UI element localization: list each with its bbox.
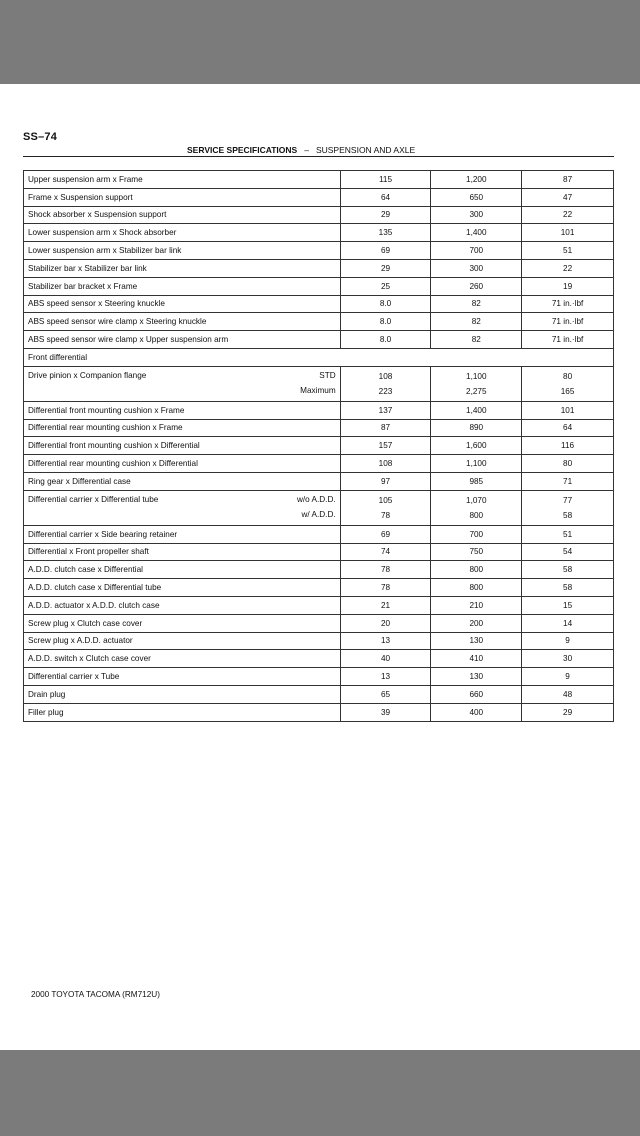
part-name-cell: Differential x Front propeller shaft [24,543,341,561]
header-subsection: SUSPENSION AND AXLE [315,145,416,155]
value: 1,100 [466,371,487,381]
header-rule [23,156,614,157]
page-code: SS–74 [23,131,58,143]
torque-kgfcm-cell: 200 [431,614,522,632]
torque-nm-cell: 69 [340,525,431,543]
torque-nm-cell: 135 [340,224,431,242]
table-row [24,579,614,597]
torque-nm-cell: 78 [340,579,431,597]
table-row [24,525,614,543]
table-row-multi [24,366,614,401]
table-row [24,313,614,331]
torque-nm-cell: 8.0 [340,313,431,331]
torque-ftlbf-cell: 48 [522,685,614,703]
torque-ftlbf-cell: 71 in.·lbf [522,331,614,349]
torque-ftlbf-cell: 58 [522,579,614,597]
torque-ftlbf-cell: 14 [522,614,614,632]
part-name-cell [24,490,341,525]
torque-kgfcm-cell: 750 [431,543,522,561]
torque-ftlbf-cell: 51 [522,525,614,543]
table-row [24,437,614,455]
torque-nm-cell: 13 [340,668,431,686]
torque-nm-cell: 40 [340,650,431,668]
table-row [24,632,614,650]
torque-ftlbf-cell: 30 [522,650,614,668]
section-title: Front differential [24,348,614,366]
torque-kgfcm-cell: 1,100 [431,455,522,473]
torque-kgfcm-cell: 82 [431,313,522,331]
torque-ftlbf-cell: 116 [522,437,614,455]
torque-ftlbf-cell: 47 [522,188,614,206]
torque-kgfcm-cell: 700 [431,242,522,260]
torque-ftlbf-cell: 87 [522,171,614,189]
torque-ftlbf-cell: 29 [522,703,614,721]
part-name: Differential carrier x Differential tube [28,494,159,504]
table-row [24,561,614,579]
torque-ftlbf-cell: 22 [522,206,614,224]
part-name-cell: A.D.D. switch x Clutch case cover [24,650,341,668]
torque-nm-cell: 78 [340,561,431,579]
part-name-cell: Shock absorber x Suspension support [24,206,341,224]
torque-kgfcm-cell [431,490,522,525]
table-row [24,703,614,721]
torque-kgfcm-cell: 700 [431,525,522,543]
torque-nm-cell: 108 [340,455,431,473]
table-row [24,171,614,189]
torque-nm-cell: 87 [340,419,431,437]
torque-kgfcm-cell: 82 [431,331,522,349]
torque-nm-cell: 21 [340,596,431,614]
part-name-cell: Screw plug x Clutch case cover [24,614,341,632]
condition-label: w/ A.D.D. [301,509,336,519]
torque-nm-cell: 20 [340,614,431,632]
table-row [24,188,614,206]
header-section: SERVICE SPECIFICATIONS [187,145,298,155]
torque-kgfcm-cell: 400 [431,703,522,721]
torque-ftlbf-cell: 22 [522,259,614,277]
torque-ftlbf-cell: 101 [522,401,614,419]
torque-ftlbf-cell: 101 [522,224,614,242]
torque-ftlbf-cell: 71 in.·lbf [522,295,614,313]
torque-ftlbf-cell: 71 [522,472,614,490]
part-name-cell: Ring gear x Differential case [24,472,341,490]
torque-kgfcm-cell: 800 [431,579,522,597]
part-name-cell: ABS speed sensor x Steering knuckle [24,295,341,313]
torque-nm-cell: 65 [340,685,431,703]
value: 108 [378,371,393,381]
table-row-multi [24,490,614,525]
table-row [24,472,614,490]
torque-kgfcm-cell: 300 [431,206,522,224]
torque-ftlbf-cell: 9 [522,668,614,686]
condition-label: w/o A.D.D. [296,494,336,504]
part-name-cell: ABS speed sensor wire clamp x Upper suspension arm [24,331,341,349]
torque-ftlbf-cell: 9 [522,632,614,650]
table-row [24,614,614,632]
table-row [24,668,614,686]
value: 105 [378,495,393,505]
condition-label: Maximum [300,385,336,395]
part-name-cell: A.D.D. clutch case x Differential tube [24,579,341,597]
torque-ftlbf-cell: 15 [522,596,614,614]
torque-kgfcm-cell: 300 [431,259,522,277]
page-header [187,145,415,155]
torque-kgfcm-cell: 130 [431,668,522,686]
table-row [24,277,614,295]
value: 77 [563,495,573,505]
section-row [24,348,614,366]
part-name-cell: Upper suspension arm x Frame [24,171,341,189]
part-name-cell: Stabilizer bar x Stabilizer bar link [24,259,341,277]
top-gray-band [0,0,640,84]
part-name-cell: ABS speed sensor wire clamp x Steering knuckle [24,313,341,331]
torque-kgfcm-cell: 1,400 [431,401,522,419]
part-name-cell: Differential rear mounting cushion x Differential [24,455,341,473]
torque-kgfcm-cell: 260 [431,277,522,295]
torque-kgfcm-cell: 800 [431,561,522,579]
torque-nm-cell: 29 [340,259,431,277]
torque-kgfcm-cell: 890 [431,419,522,437]
torque-nm-cell: 29 [340,206,431,224]
torque-spec-table [23,170,614,722]
torque-ftlbf-cell: 64 [522,419,614,437]
part-name-cell: Differential carrier x Tube [24,668,341,686]
torque-ftlbf-cell: 19 [522,277,614,295]
torque-nm-cell: 64 [340,188,431,206]
torque-nm-cell: 8.0 [340,331,431,349]
torque-nm-cell: 39 [340,703,431,721]
table-row [24,685,614,703]
value: 1,070 [466,495,487,505]
torque-ftlbf-cell: 54 [522,543,614,561]
torque-nm-cell: 13 [340,632,431,650]
part-name-cell: Lower suspension arm x Shock absorber [24,224,341,242]
page-footer: 2000 TOYOTA TACOMA (RM712U) [31,990,160,999]
torque-ftlbf-cell: 71 in.·lbf [522,313,614,331]
torque-kgfcm-cell: 985 [431,472,522,490]
part-name-cell: Frame x Suspension support [24,188,341,206]
torque-ftlbf-cell: 51 [522,242,614,260]
part-name-cell: Screw plug x A.D.D. actuator [24,632,341,650]
part-name-cell: A.D.D. actuator x A.D.D. clutch case [24,596,341,614]
torque-nm-cell: 157 [340,437,431,455]
table-row [24,259,614,277]
value: 80 [563,371,573,381]
torque-nm-cell: 97 [340,472,431,490]
value: 2,275 [466,386,487,396]
table-row [24,596,614,614]
torque-kgfcm-cell: 82 [431,295,522,313]
torque-nm-cell: 8.0 [340,295,431,313]
part-name-cell: Filler plug [24,703,341,721]
torque-nm-cell: 25 [340,277,431,295]
condition-label: STD [319,370,336,380]
part-name-cell: Differential front mounting cushion x Differential [24,437,341,455]
torque-kgfcm-cell: 1,200 [431,171,522,189]
torque-kgfcm-cell [431,366,522,401]
torque-kgfcm-cell: 650 [431,188,522,206]
part-name: Drive pinion x Companion flange [28,370,147,380]
table-row [24,455,614,473]
document-page [0,84,640,1050]
part-name-cell: Differential rear mounting cushion x Frame [24,419,341,437]
table-row [24,650,614,668]
torque-kgfcm-cell: 130 [431,632,522,650]
table-row [24,331,614,349]
part-name-cell [24,366,341,401]
torque-kgfcm-cell: 660 [431,685,522,703]
torque-kgfcm-cell: 1,400 [431,224,522,242]
header-dash: – [304,145,309,155]
part-name-cell: A.D.D. clutch case x Differential [24,561,341,579]
value: 58 [563,510,573,520]
torque-kgfcm-cell: 210 [431,596,522,614]
part-name-cell: Differential carrier x Side bearing retainer [24,525,341,543]
value: 800 [469,510,484,520]
table-row [24,419,614,437]
torque-ftlbf-cell: 58 [522,561,614,579]
table-row [24,242,614,260]
torque-ftlbf-cell [522,366,614,401]
part-name-cell: Stabilizer bar bracket x Frame [24,277,341,295]
torque-kgfcm-cell: 1,600 [431,437,522,455]
bottom-gray-band [0,1050,640,1136]
torque-kgfcm-cell: 410 [431,650,522,668]
torque-nm-cell: 137 [340,401,431,419]
table-row [24,224,614,242]
torque-nm-cell: 74 [340,543,431,561]
table-row [24,543,614,561]
torque-nm-cell [340,490,431,525]
part-name-cell: Drain plug [24,685,341,703]
torque-ftlbf-cell [522,490,614,525]
table-row [24,295,614,313]
table-row [24,206,614,224]
torque-nm-cell: 115 [340,171,431,189]
value: 78 [380,510,391,520]
torque-nm-cell [340,366,431,401]
table-row [24,401,614,419]
value: 165 [560,386,575,396]
torque-ftlbf-cell: 80 [522,455,614,473]
torque-nm-cell: 69 [340,242,431,260]
value: 223 [378,386,393,396]
part-name-cell: Differential front mounting cushion x Frame [24,401,341,419]
part-name-cell: Lower suspension arm x Stabilizer bar link [24,242,341,260]
